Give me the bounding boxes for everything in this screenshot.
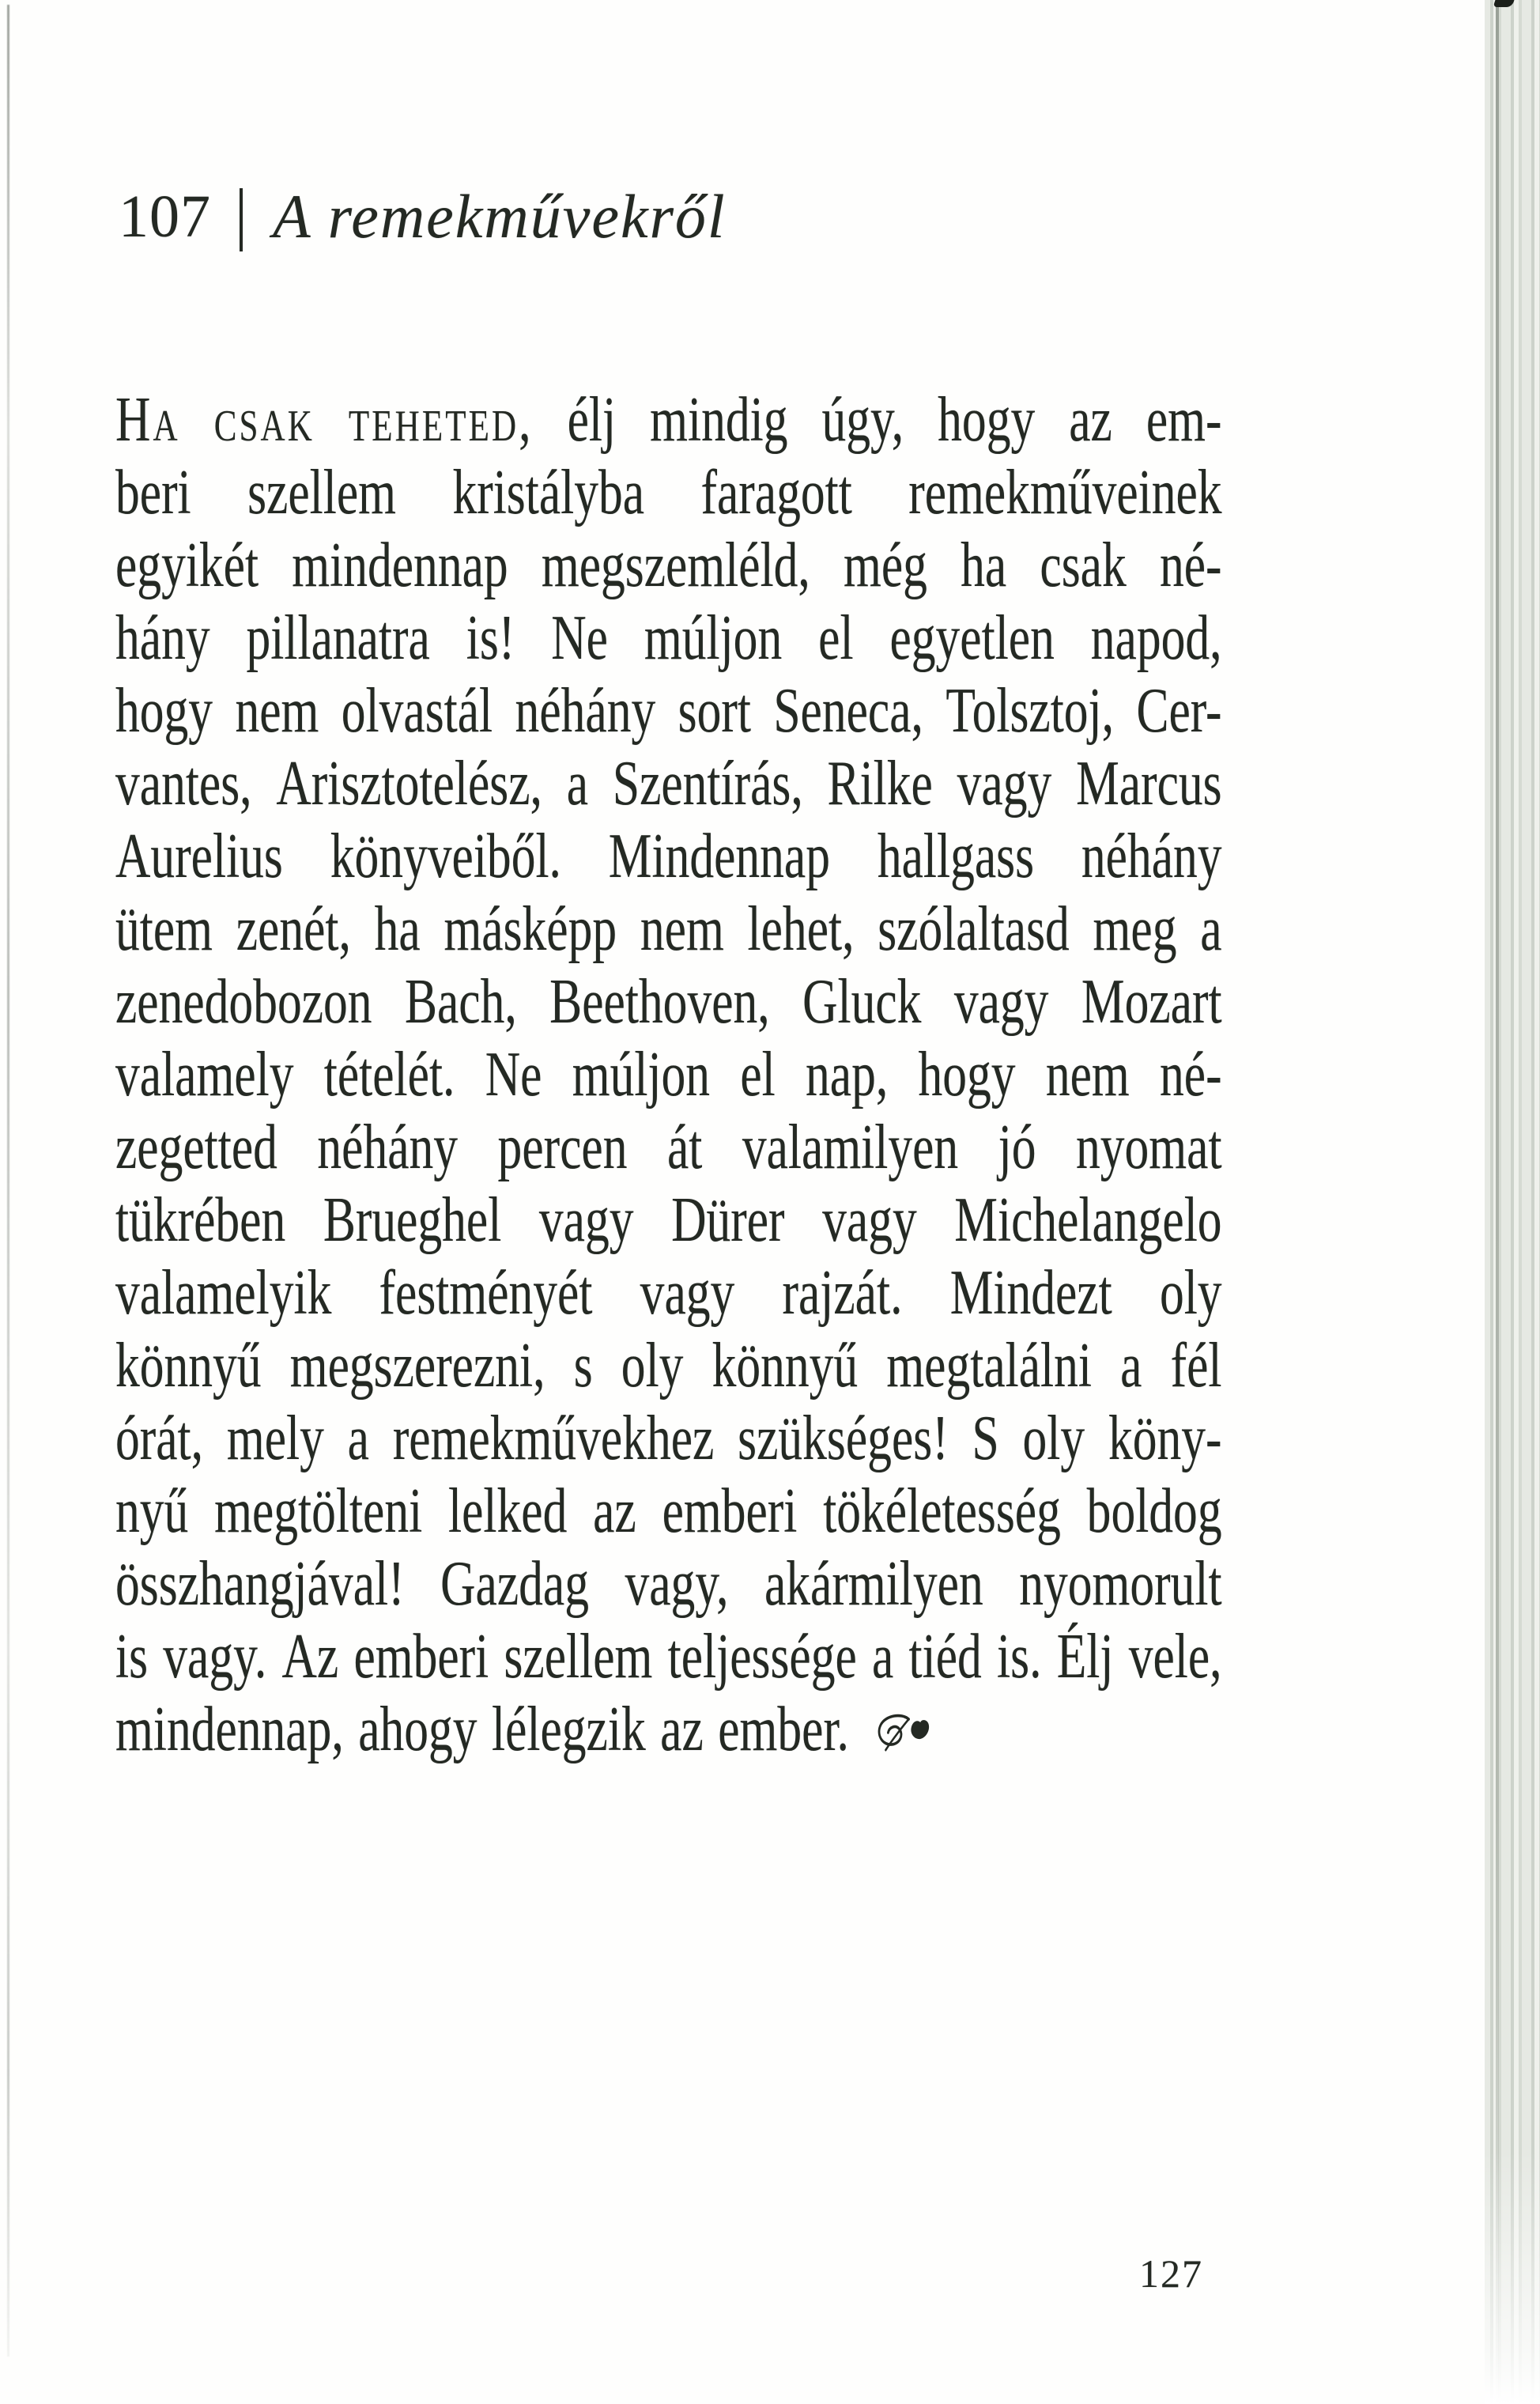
word: is! — [466, 603, 515, 673]
word: is — [115, 1622, 149, 1691]
body-line — [115, 1112, 1222, 1185]
body-line — [115, 821, 1222, 894]
word: nyű — [115, 1476, 189, 1546]
word: ember. — [718, 1695, 849, 1764]
body-line — [115, 894, 1222, 966]
word: ütem — [115, 894, 213, 964]
word: néhány — [515, 676, 656, 746]
word: vagy. — [163, 1622, 267, 1691]
word: hogy — [938, 385, 1036, 455]
word: vele, — [1128, 1622, 1222, 1691]
body-line — [115, 1039, 1222, 1112]
word: sort — [678, 676, 751, 746]
body-line — [115, 1185, 1222, 1257]
body-line — [115, 1257, 1222, 1330]
word: még — [844, 531, 927, 600]
word: múljon — [644, 603, 783, 673]
word: könyveiből. — [330, 822, 561, 891]
word: jó — [998, 1113, 1036, 1182]
word: vantes, — [115, 749, 252, 818]
word: nap, — [806, 1040, 889, 1109]
word: akármilyen — [764, 1549, 983, 1619]
word: Arisztotelész, — [276, 749, 542, 818]
word: megtalálni — [886, 1331, 1092, 1400]
word: szellem — [247, 458, 397, 527]
word: tételét. — [323, 1040, 455, 1109]
word: Gluck — [802, 967, 922, 1037]
word: Élj — [1056, 1622, 1114, 1691]
word: könnyű — [711, 1331, 859, 1400]
word: S — [972, 1404, 999, 1473]
word: oly — [1022, 1404, 1085, 1473]
word: tükrében — [115, 1185, 286, 1255]
scan-edge-line — [7, 5, 9, 2357]
word: beri — [115, 458, 191, 527]
word: is. — [997, 1622, 1042, 1691]
body-line — [115, 603, 1222, 675]
word: olvastál — [341, 676, 493, 746]
chapter-title: A remekművekről — [273, 182, 727, 251]
body-line — [115, 1330, 1222, 1403]
word: néhány — [317, 1113, 459, 1182]
word: kristályba — [452, 458, 645, 527]
word: mindennap, — [115, 1695, 344, 1764]
word: nyomat — [1076, 1113, 1222, 1182]
word: szükséges! — [738, 1404, 949, 1473]
word: Cer- — [1136, 676, 1222, 746]
word: nem — [235, 676, 319, 746]
body-line — [115, 457, 1222, 530]
word: né- — [1159, 531, 1222, 600]
word: megszerezni, — [289, 1331, 545, 1400]
word: emberi — [662, 1476, 798, 1546]
word: Gazdag — [440, 1549, 589, 1619]
word: lehet, — [747, 894, 855, 964]
word: oly — [1159, 1258, 1222, 1328]
word: lélegzik — [491, 1695, 646, 1764]
word: remekműveinek — [908, 458, 1222, 527]
word: meg — [1093, 894, 1177, 964]
word: vagy — [953, 967, 1049, 1037]
word: teljessége — [667, 1622, 857, 1691]
running-head — [119, 182, 727, 251]
word: Bach, — [404, 967, 517, 1037]
word: tiéd — [908, 1622, 982, 1691]
word: Beethoven, — [549, 967, 770, 1037]
word: csak — [1040, 531, 1127, 600]
lead-in-small-caps: csak — [213, 385, 315, 455]
word: valamelyik — [115, 1258, 332, 1328]
word: zenét, — [236, 894, 351, 964]
word: a — [1200, 894, 1222, 964]
body-line — [115, 1548, 1222, 1621]
word: mindennap — [292, 531, 508, 600]
word: Aurelius — [115, 822, 283, 891]
word: em- — [1146, 385, 1222, 455]
word: Rilke — [827, 749, 933, 818]
word: Brueghel — [323, 1185, 502, 1255]
word: összhangjával! — [115, 1549, 405, 1619]
word: percen — [497, 1113, 628, 1182]
word: Szentírás, — [612, 749, 803, 818]
word: Ne — [485, 1040, 542, 1109]
word: egyikét — [115, 531, 259, 600]
word: oly — [621, 1331, 684, 1400]
word: Ne — [551, 603, 608, 673]
word: tökéletesség — [823, 1476, 1061, 1546]
word: né- — [1160, 1040, 1222, 1109]
word: a — [566, 749, 589, 818]
word: s — [573, 1331, 593, 1400]
word: ahogy — [358, 1695, 477, 1764]
word: vagy — [640, 1258, 735, 1328]
word: az — [1069, 385, 1112, 455]
word: Seneca, — [773, 676, 923, 746]
body-line — [115, 675, 1222, 748]
word: mindig — [650, 385, 788, 455]
word: emberi — [353, 1622, 489, 1691]
word: valamely — [115, 1040, 294, 1109]
header-separator-bar — [240, 188, 243, 251]
word: rajzát. — [782, 1258, 903, 1328]
word: könnyű — [115, 1331, 262, 1400]
word: Mindezt — [949, 1258, 1112, 1328]
word: hány — [115, 603, 210, 673]
word: vagy, — [625, 1549, 729, 1619]
word: köny- — [1108, 1404, 1222, 1473]
word: vagy — [538, 1185, 634, 1255]
word: megszemléld, — [541, 531, 810, 600]
word: hallgass — [877, 822, 1035, 891]
body-line — [115, 1476, 1222, 1548]
page-number: 127 — [1139, 2251, 1203, 2296]
word: el — [740, 1040, 776, 1109]
word: pillanatra — [246, 603, 430, 673]
word: ha — [374, 894, 421, 964]
word: fél — [1170, 1331, 1222, 1400]
body-line — [115, 1694, 1222, 1767]
body-line — [115, 530, 1222, 603]
word: úgy, — [821, 385, 904, 455]
word: mely — [226, 1404, 324, 1473]
word: múljon — [572, 1040, 711, 1109]
word: el — [818, 603, 854, 673]
word: órát, — [115, 1404, 204, 1473]
word: Marcus — [1076, 749, 1222, 818]
word: vagy — [957, 749, 1052, 818]
word: Dürer — [671, 1185, 785, 1255]
body-line — [115, 1403, 1222, 1476]
body-line — [115, 966, 1222, 1039]
book-pages-fore-edge — [1485, 0, 1540, 2404]
word: lelked — [448, 1476, 568, 1546]
word: élj — [567, 385, 617, 455]
word: Mozart — [1081, 967, 1222, 1037]
word: valamilyen — [742, 1113, 959, 1182]
word: a — [872, 1622, 894, 1691]
word: ha — [961, 531, 1007, 600]
lead-in-small-caps: Ha — [115, 385, 180, 455]
word: remekművekhez — [392, 1404, 715, 1473]
word: zenedobozon — [115, 967, 372, 1037]
word: másképp — [444, 894, 617, 964]
word: faragott — [700, 458, 852, 527]
word: nem — [1045, 1040, 1130, 1109]
word: vagy — [822, 1185, 917, 1255]
body-line — [115, 1621, 1222, 1694]
word: festményét — [379, 1258, 593, 1328]
word: néhány — [1081, 822, 1222, 891]
word: a — [347, 1404, 369, 1473]
word: Mindennap — [608, 822, 830, 891]
body-text — [115, 384, 1222, 1767]
lead-in-small-caps: teheted, — [348, 385, 534, 455]
word: Tolsztoj, — [946, 676, 1115, 746]
word: át — [666, 1113, 703, 1182]
word: az — [660, 1695, 704, 1764]
word: nyomorult — [1019, 1549, 1222, 1619]
word: zegetted — [115, 1113, 277, 1182]
word: egyetlen — [889, 603, 1055, 673]
fleuron-icon — [874, 1714, 932, 1755]
word: szólaltasd — [878, 894, 1070, 964]
word: boldog — [1086, 1476, 1222, 1546]
word: az — [593, 1476, 636, 1546]
chapter-number: 107 — [119, 183, 211, 250]
word: hogy — [115, 676, 213, 746]
word: Michelangelo — [954, 1185, 1222, 1255]
word: megtölteni — [214, 1476, 423, 1546]
word: napod, — [1090, 603, 1222, 673]
word: hogy — [918, 1040, 1016, 1109]
body-line — [115, 748, 1222, 821]
word: a — [1120, 1331, 1142, 1400]
body-line — [115, 384, 1222, 457]
word: Az — [281, 1622, 339, 1691]
word: szellem — [504, 1622, 653, 1691]
word: nem — [640, 894, 724, 964]
